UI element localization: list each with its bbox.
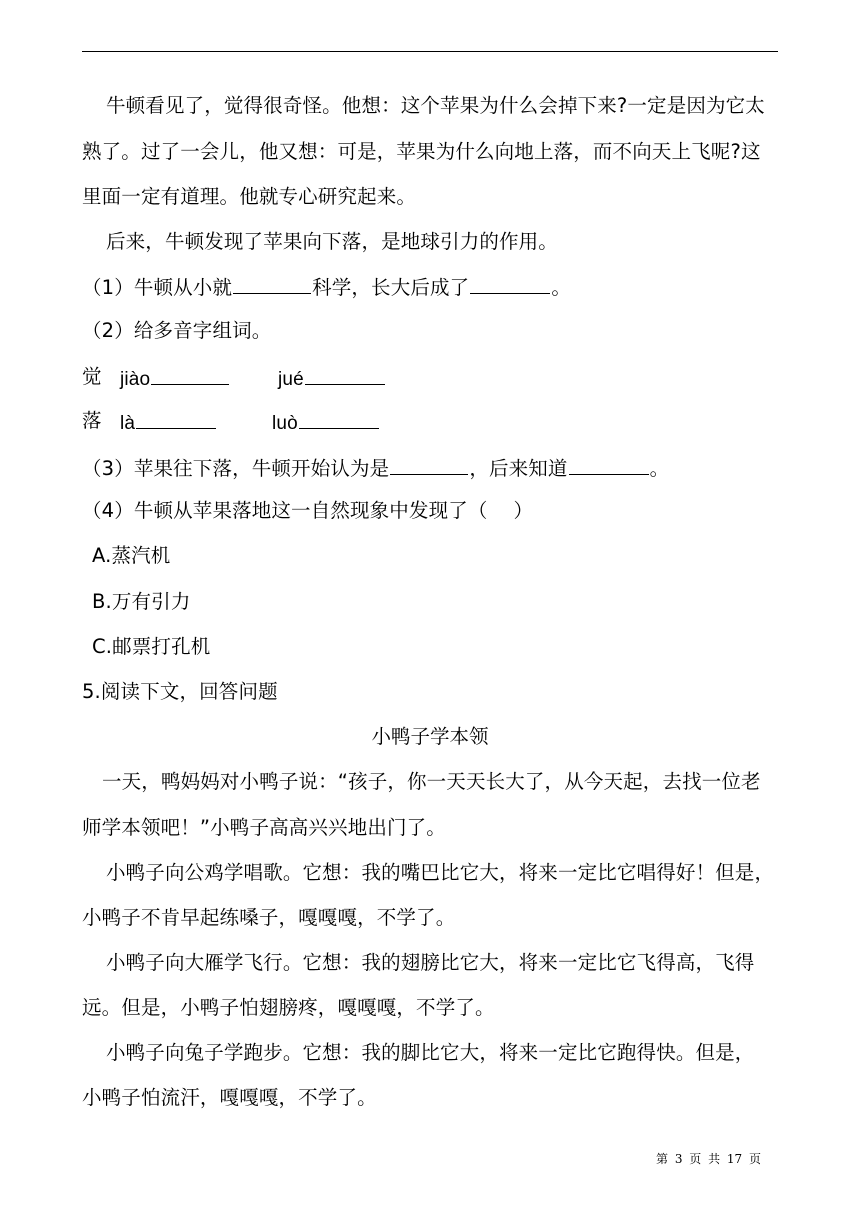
pinyin-label: là bbox=[120, 413, 136, 434]
story-line: 小鸭子向兔子学跑步。它想：我的脚比它大，将来一定比它跑得快。但是， bbox=[106, 1041, 755, 1064]
question-4: （4）牛顿从苹果落地这一自然现象中发现了（ ） bbox=[82, 499, 534, 522]
story-line: 小鸭子怕流汗，嘎嘎嘎，不学了。 bbox=[82, 1086, 377, 1109]
question-2: （2）给多音字组词。 bbox=[82, 319, 272, 342]
polyphone-row-luo bbox=[82, 408, 298, 434]
page-number: 第 3 页 共 17 页 bbox=[656, 1152, 761, 1166]
story-title: 小鸭子学本领 bbox=[371, 725, 489, 748]
luo-blank-2[interactable] bbox=[299, 408, 379, 429]
pinyin-label: jué bbox=[278, 369, 304, 390]
q3-suffix: 。 bbox=[649, 457, 670, 480]
passage-line: 里面一定有道理。他就专心研究起来。 bbox=[82, 185, 417, 208]
q1-blank-2[interactable] bbox=[470, 273, 550, 294]
option-b[interactable]: B.万有引力 bbox=[92, 590, 191, 613]
jue-blank-1[interactable] bbox=[151, 364, 229, 385]
q1-suffix: 。 bbox=[551, 276, 571, 299]
story-line: 小鸭子向大雁学飞行。它想：我的翅膀比它大，将来一定比它飞得高，飞得 bbox=[106, 951, 755, 974]
story-line: 师学本领吧！”小鸭子高高兴兴地出门了。 bbox=[82, 816, 446, 839]
header-rule bbox=[82, 51, 778, 52]
passage-line: 牛顿看见了，觉得很奇怪。他想：这个苹果为什么会掉下来?一定是因为它太 bbox=[106, 94, 765, 117]
q1-middle: 科学，长大后成了 bbox=[312, 276, 470, 299]
story-line: 小鸭子向公鸡学唱歌。它想：我的嘴巴比它大，将来一定比它唱得好！但是， bbox=[106, 861, 775, 884]
option-c[interactable]: C.邮票打孔机 bbox=[92, 635, 211, 658]
passage-line: 熟了。过了一会儿，他又想：可是，苹果为什么向地上落，而不向天上飞呢?这 bbox=[82, 140, 761, 163]
q3-blank-1[interactable] bbox=[390, 454, 468, 475]
q1-blank-1[interactable] bbox=[233, 273, 311, 294]
q1-prefix: （1）牛顿从小就 bbox=[82, 276, 233, 299]
story-line: 小鸭子不肯早起练嗓子，嘎嘎嘎，不学了。 bbox=[82, 906, 456, 929]
q3-prefix: （3）苹果往下落，牛顿开始认为是 bbox=[82, 457, 390, 480]
jue-blank-2[interactable] bbox=[305, 364, 385, 385]
polyphone-row-jue bbox=[82, 364, 304, 390]
passage-line: 后来，牛顿发现了苹果向下落，是地球引力的作用。 bbox=[106, 230, 558, 253]
luo-blank-1[interactable] bbox=[136, 408, 216, 429]
pinyin-label: jiào bbox=[120, 369, 151, 390]
question-3 bbox=[82, 454, 669, 482]
q3-middle: ，后来知道 bbox=[469, 457, 568, 480]
polyphone-char: 觉 bbox=[82, 365, 102, 388]
pinyin-label: luò bbox=[272, 413, 298, 434]
story-line: 远。但是，小鸭子怕翅膀疼，嘎嘎嘎，不学了。 bbox=[82, 996, 495, 1019]
polyphone-char: 落 bbox=[82, 409, 102, 432]
question-1 bbox=[82, 273, 571, 301]
section-heading: 5.阅读下文，回答问题 bbox=[82, 680, 278, 703]
story-line: 一天，鸭妈妈对小鸭子说：“孩子，你一天天长大了，从今天起，去找一位老 bbox=[102, 770, 761, 793]
option-a[interactable]: A.蒸汽机 bbox=[92, 544, 171, 567]
q3-blank-2[interactable] bbox=[569, 454, 649, 475]
